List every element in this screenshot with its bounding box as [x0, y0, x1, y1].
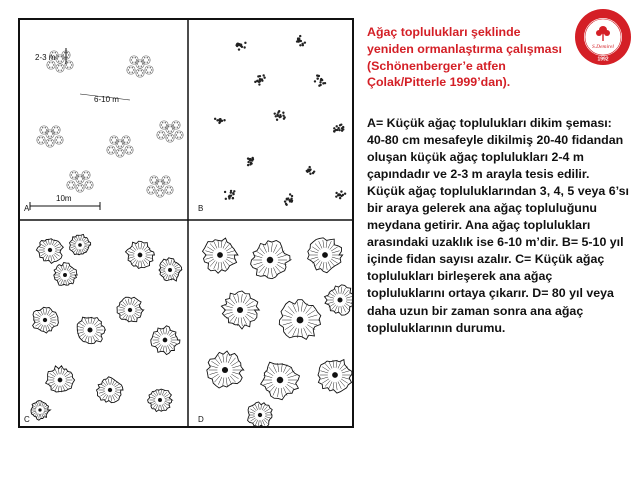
slide-body-text: A= Küçük ağaç toplulukları dikim şeması: 40-80 cm mesafeyle dikilmiş 20-40 fidandan oluşan küçük ağaç toplulukları 2-4 m çapındadır ve 2-3 m arayla tesis edilir. Küçük ağaç topluluklarından 3, 4, 5 veya 6’sı bir araya gelerek ana ağaç topluluğunu meydana getirir. Ana ağaç toplulukları arasındaki uzaklık ise 6-10 m’dir. B= 5-10 yıl içinde fidan sayısı azalır. C= Küçük ağaç toplulukları birleşerek ana ağaç topluluklarını ortaya çıkarır. D= 80 yıl veya daha uzun bir zaman sonra ana ağaç topluluklarının durumu.: [367, 116, 629, 335]
panel-label-c: C: [24, 415, 30, 424]
figure-panels: [20, 20, 354, 428]
panel-label-b: B: [198, 204, 204, 213]
reforestation-figure: [18, 18, 354, 428]
logo-script-text: S.Demirel: [592, 44, 614, 50]
university-seal-icon: [574, 8, 632, 66]
logo-year: 1992: [597, 56, 609, 63]
scale-bar-label: 10m: [56, 194, 72, 203]
panel-label-a: A: [24, 204, 30, 213]
university-logo: [574, 8, 632, 66]
scale-label-2-3m: 2-3 m: [35, 53, 56, 62]
slide-title: Ağaç toplulukları şeklinde yeniden ormanlaştırma çalışması (Schönenberger’e atfen Çolak/Pitterle 1999’dan).: [367, 25, 562, 90]
panel-label-d: D: [198, 415, 204, 424]
spacing-label-6-10m: 6-10 m: [94, 95, 119, 104]
